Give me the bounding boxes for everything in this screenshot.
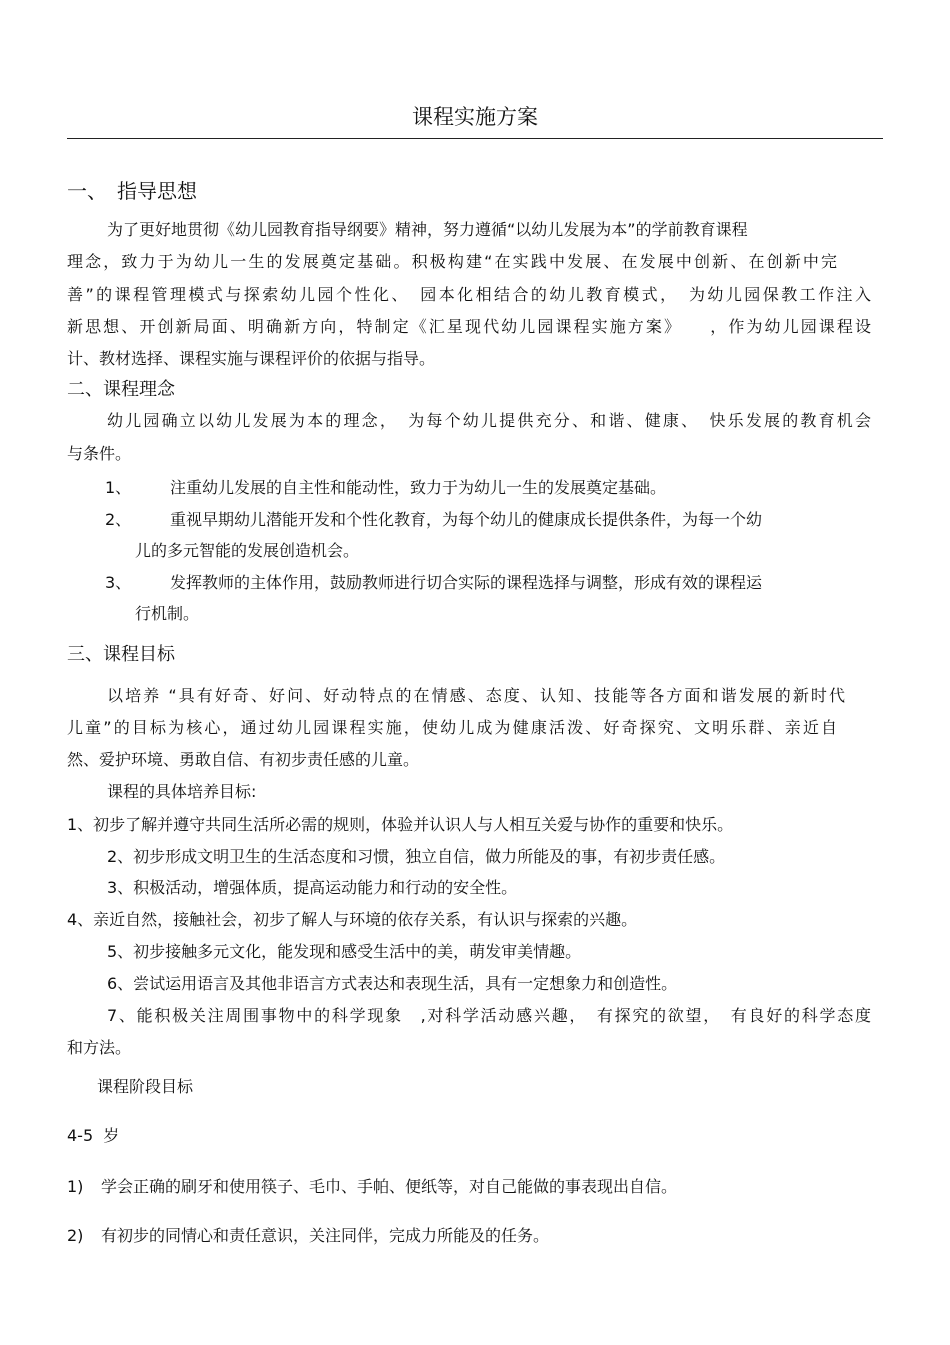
stage-item-number: 2): [67, 1226, 84, 1245]
stage-item-number: 1): [67, 1177, 84, 1196]
section2-intro-line: 与条件。: [67, 444, 132, 463]
list-item-number: 2、: [105, 510, 132, 529]
list-item-number: 3、: [105, 573, 132, 592]
section1-para-line: 善”的课程管理模式与探索幼儿园个性化、 园本化相结合的幼儿教育模式， 为幼儿园保教工作注入: [67, 285, 871, 304]
section3-intro-line: 以培养 “具有好奇、好问、好动特点的在情感、态度、认知、技能等各方面和谐发展的新时代: [107, 686, 845, 705]
goal-item: 3、积极活动，增强体质，提高运动能力和行动的安全性。: [107, 878, 518, 897]
goal-item: 5、初步接触多元文化，能发现和感受生活中的美，萌发审美情趣。: [107, 942, 582, 961]
section2-heading: 二、课程理念: [67, 379, 175, 400]
age-group-label: 4-5 岁: [67, 1126, 120, 1145]
goal-item: 1、初步了解并遵守共同生活所必需的规则，体验并认识人与人相互关爱与协作的重要和快乐。: [67, 815, 734, 834]
section3-heading: 三、课程目标: [67, 644, 175, 665]
goal-item: 7、能积极关注周围事物中的科学现象 ,对科学活动感兴趣， 有探究的欲望， 有良好的科学态度: [107, 1006, 871, 1025]
section1-para-line: 理念，致力于为幼儿一生的发展奠定基础。积极构建“在实践中发展、在发展中创新、在创新中完: [67, 252, 837, 271]
section3-intro-line: 然、爱护环境、勇敢自信、有初步责任感的儿童。: [67, 750, 420, 769]
stage-goals-label: 课程阶段目标: [97, 1077, 194, 1096]
stage-item-text: 有初步的同情心和责任意识，关注同伴，完成力所能及的任务。: [101, 1226, 550, 1245]
section3-intro-line: 儿童”的目标为核心，通过幼儿园课程实施，使幼儿成为健康活泼、好奇探究、文明乐群、亲近自: [67, 718, 837, 737]
document-title: 课程实施方案: [412, 105, 538, 129]
specific-goals-label: 课程的具体培养目标:: [107, 782, 257, 801]
section1-heading: 一、 指导思想: [67, 179, 197, 203]
section1-para-line: 计、教材选择、课程实施与课程评价的依据与指导。: [67, 349, 436, 368]
list-item-text: 重视早期幼儿潜能开发和个性化教育，为每个幼儿的健康成长提供条件，为每一个幼: [170, 510, 763, 529]
list-item-text: 注重幼儿发展的自主性和能动性，致力于为幼儿一生的发展奠定基础。: [170, 478, 667, 497]
goal-item: 和方法。: [67, 1038, 132, 1057]
list-item-text: 儿的多元智能的发展创造机会。: [135, 541, 360, 560]
title-divider: [67, 138, 883, 139]
list-item-text: 发挥教师的主体作用，鼓励教师进行切合实际的课程选择与调整，形成有效的课程运: [170, 573, 763, 592]
goal-item: 6、尝试运用语言及其他非语言方式表达和表现生活，具有一定想象力和创造性。: [107, 974, 678, 993]
stage-item-text: 学会正确的刷牙和使用筷子、毛巾、手帕、便纸等，对自己能做的事表现出自信。: [101, 1177, 678, 1196]
section1-para-line: 新思想、开创新局面、明确新方向，特制定《汇星现代幼儿园课程实施方案》 ，作为幼儿园课程设: [67, 317, 871, 336]
section2-intro-line: 幼儿园确立以幼儿发展为本的理念， 为每个幼儿提供充分、和谐、健康、 快乐发展的教育机会: [107, 411, 871, 430]
section1-para-line: 为了更好地贯彻《幼儿园教育指导纲要》精神，努力遵循“以幼儿发展为本”的学前教育课程: [107, 220, 748, 239]
goal-item: 4、亲近自然，接触社会，初步了解人与环境的依存关系，有认识与探索的兴趣。: [67, 910, 638, 929]
goal-item: 2、初步形成文明卫生的生活态度和习惯，独立自信，做力所能及的事，有初步责任感。: [107, 847, 726, 866]
list-item-text: 行机制。: [135, 604, 200, 623]
list-item-number: 1、: [105, 478, 132, 497]
